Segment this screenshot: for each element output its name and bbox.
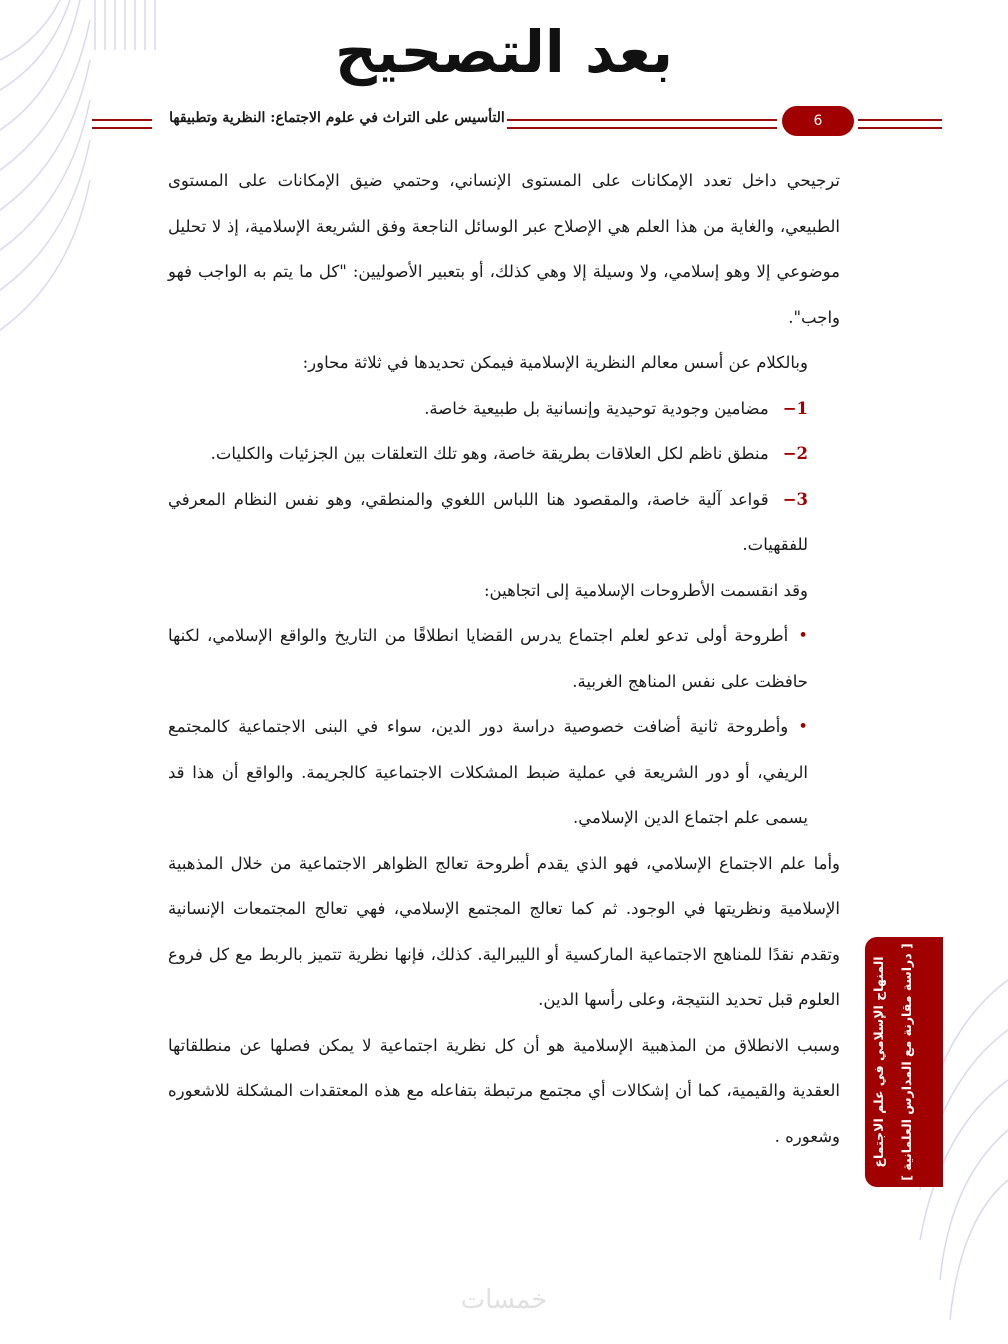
book-subtitle: [ دراسة مقارنة مع المدارس العلمانية ] <box>899 943 914 1181</box>
watermark: خمسات <box>460 1285 548 1315</box>
paragraph: وسبب الانطلاق من المذهبية الإسلامية هو أن كل نظرية اجتماعية لا يمكن فصلها عن منطلقاتها العقدية والقيمية، كما أن إشكالات أي مجتمع مرتبطة بتفاعله مع هذه المعتقدات المشكلة للاشعوره وشعوره . <box>168 1035 840 1146</box>
list-text: مضامين وجودية توحيدية وإنسانية بل طبيعية خاصة. <box>424 398 769 418</box>
list-text: قواعد آلية خاصة، والمقصود هنا اللباس اللغوي والمنطقي، وهو نفس النظام المعرفي للفقهيات. <box>168 489 808 554</box>
list-number: 3− <box>782 489 808 509</box>
list-item <box>168 431 840 477</box>
bullet-icon: • <box>798 626 808 645</box>
list-text: منطق ناظم لكل العلاقات بطريقة خاصة، وهو تلك التعلقات بين الجزئيات والكليات. <box>210 444 769 463</box>
header-rule <box>507 119 777 129</box>
paragraph: وقد انقسمت الأطروحات الإسلامية إلى اتجاهين: <box>483 580 808 600</box>
bullet-item <box>168 704 840 841</box>
list-item <box>168 477 840 568</box>
paragraph: ترجيحي داخل تعدد الإمكانات على المستوى الإنساني، وحتمي ضيق الإمكانات على المستوى الطبيعي، والغاية من هذا العلم هي الإصلاح عبر الوسائل الناجعة وفق الشريعة الإسلامية، إذ لا تحليل موضوعي إلا وهو إسلامي، ولا وسيلة إلا وهي كذلك، أو بتعبير الأصوليين: "كل ما يتم به الواجب فهو واجب". <box>168 171 840 327</box>
bullet-text: وأطروحة ثانية أضافت خصوصية دراسة دور الدين، سواء في البنى الاجتماعية كالمجتمع الريفي، أو دور الشريعة في عملية ضبط المشكلات الاجتماعية كالجريمة. والواقع أن هذا قد يسمى علم اجتماع الدين الإسلامي. <box>168 717 808 827</box>
bullet-item <box>168 613 840 704</box>
running-header <box>92 106 942 140</box>
page-title: بعد التصحيح <box>335 18 673 86</box>
list-item <box>168 386 840 432</box>
bullet-text: أطروحة أولى تدعو لعلم اجتماع يدرس القضايا انطلاقًا من التاريخ والواقع الإسلامي، لكنها حافظت على نفس المناهج الغربية. <box>168 626 808 691</box>
header-rule <box>858 119 942 129</box>
running-title: التأسيس على التراث في علوم الاجتماع: النظرية وتطبيقها <box>169 110 505 126</box>
book-title: المنهاج الإسلامي في علم الاجتماع <box>871 956 886 1168</box>
book-side-tab <box>865 937 943 1187</box>
paragraph: وأما علم الاجتماع الإسلامي، فهو الذي يقدم أطروحة تعالج الظواهر الاجتماعية من خلال المذهبية الإسلامية ونظريتها في الوجود. ثم كما تعالج المجتمع الإسلامي، فهي تعالج المجتمعات الإنسانية وتقدم نقدًا للمناهج الاجتماعية الماركسية أو الليبرالية. كذلك، فإنها نظرية تتميز بالربط مع كل فروع العلوم قبل تحديد النتيجة، وعلى رأسها الدين. <box>168 853 840 1009</box>
bullet-icon: • <box>798 717 808 736</box>
list-number: 1− <box>782 398 808 418</box>
paragraph: وبالكلام عن أسس معالم النظرية الإسلامية فيمكن تحديدها في ثلاثة محاور: <box>302 353 808 372</box>
body-text <box>168 158 840 1159</box>
header-rule <box>92 119 152 129</box>
page-number-badge: 6 <box>782 106 854 136</box>
list-number: 2− <box>782 444 808 463</box>
